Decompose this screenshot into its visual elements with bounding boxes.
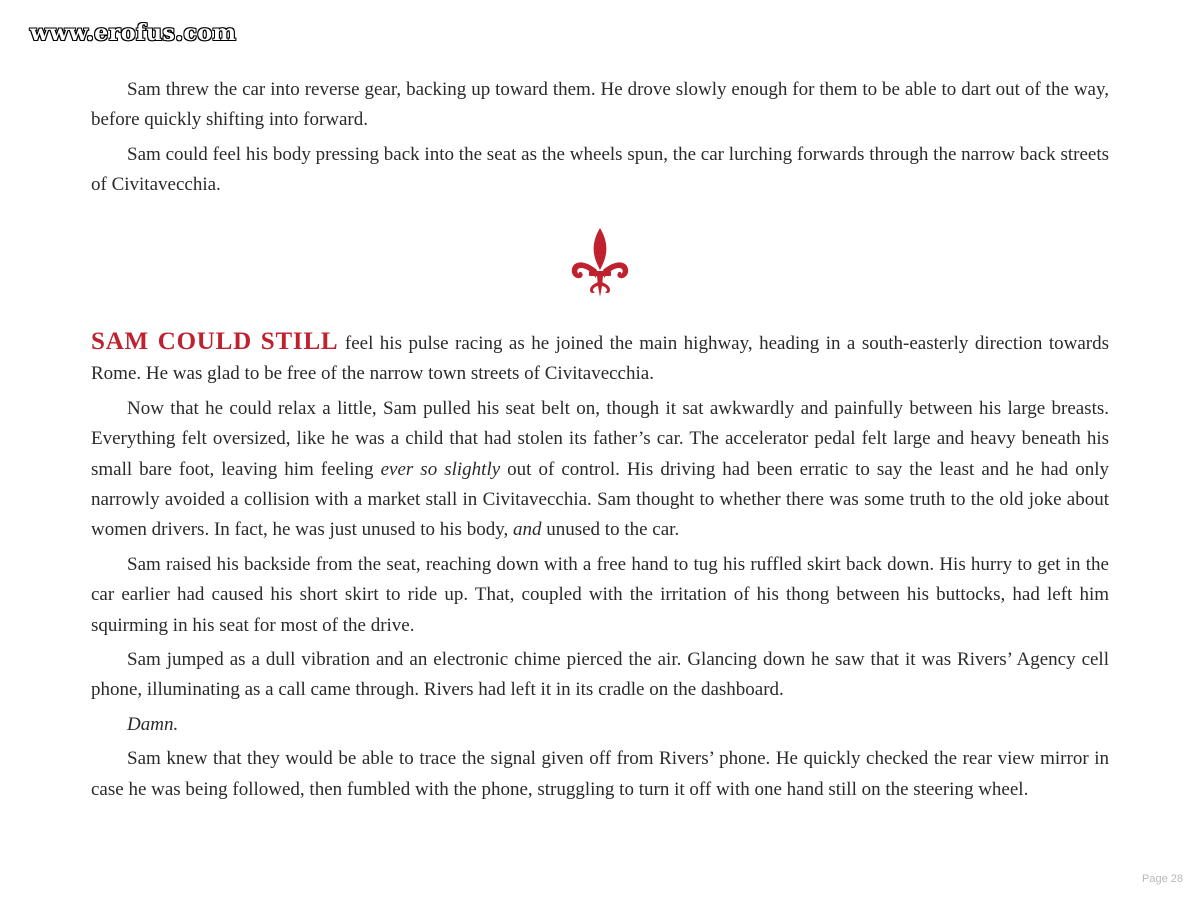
fleur-de-lis-icon: [568, 226, 632, 298]
paragraph: Sam raised his backside from the seat, reaching down with a free hand to tug his ruffled skirt back down. His hurry to get in the car earlier had caused his short skirt to ride up. That, coupled with the irritation of his thong between his buttocks, had left him squirming in his seat for most of the drive.: [91, 553, 1109, 636]
paragraph: [91, 394, 1109, 546]
opening-paragraph: [91, 327, 1109, 390]
page-number: Page 28: [1142, 873, 1183, 885]
paragraph-text: unused to the car.: [541, 519, 680, 541]
paragraph: Sam knew that they would be able to trace the signal given off from Rivers’ phone. He quickly checked the rear view mirror in case he was being followed, then fumbled with the phone, struggling to turn it off with one hand still on the steering wheel.: [91, 748, 1109, 800]
italic-text: and: [512, 519, 542, 541]
italic-paragraph: [91, 710, 1109, 740]
paragraph-text: Now that he could relax a little, Sam pulled his seat belt on, though it sat awkwardly and painfully between his large breasts. Everything felt oversized, like he was a child that had stolen its father’s car. The accelerator pedal felt large and heavy beneath his small bare foot, leaving him feeling: [91, 397, 1109, 480]
italic-text: Damn.: [127, 713, 179, 735]
section-lead-caps: SAM COULD STILL: [91, 328, 339, 355]
paragraph-text: out of control. His driving had been erratic to say the least and he had only narrowly avoided a collision with a market stall in Civitavecchia. Sam thought to whether there was some truth to the old joke about women drivers. In fact, he was just unused to his body,: [91, 458, 1109, 541]
watermark: www.erofus.com: [30, 20, 237, 46]
top-text-block: [91, 75, 1109, 201]
italic-text: ever so slightly: [380, 458, 501, 480]
main-text-block: [91, 327, 1109, 805]
opening-paragraph-text: feel his pulse racing as he joined the main highway, heading in a south-easterly direction towards Rome. He was glad to be free of the narrow town streets of Civitavecchia.: [91, 333, 1110, 385]
paragraph: Sam jumped as a dull vibration and an electronic chime pierced the air. Glancing down he saw that it was Rivers’ Agency cell phone, illuminating as a call came through. Rivers had left it in its cradle on the dashboard.: [91, 649, 1109, 701]
paragraph: Sam threw the car into reverse gear, backing up toward them. He drove slowly enough for them to be able to dart out of the way, before quickly shifting into forward.: [91, 79, 1109, 131]
paragraph: Sam could feel his body pressing back into the seat as the wheels spun, the car lurching forwards through the narrow back streets of Civitavecchia.: [91, 143, 1109, 196]
